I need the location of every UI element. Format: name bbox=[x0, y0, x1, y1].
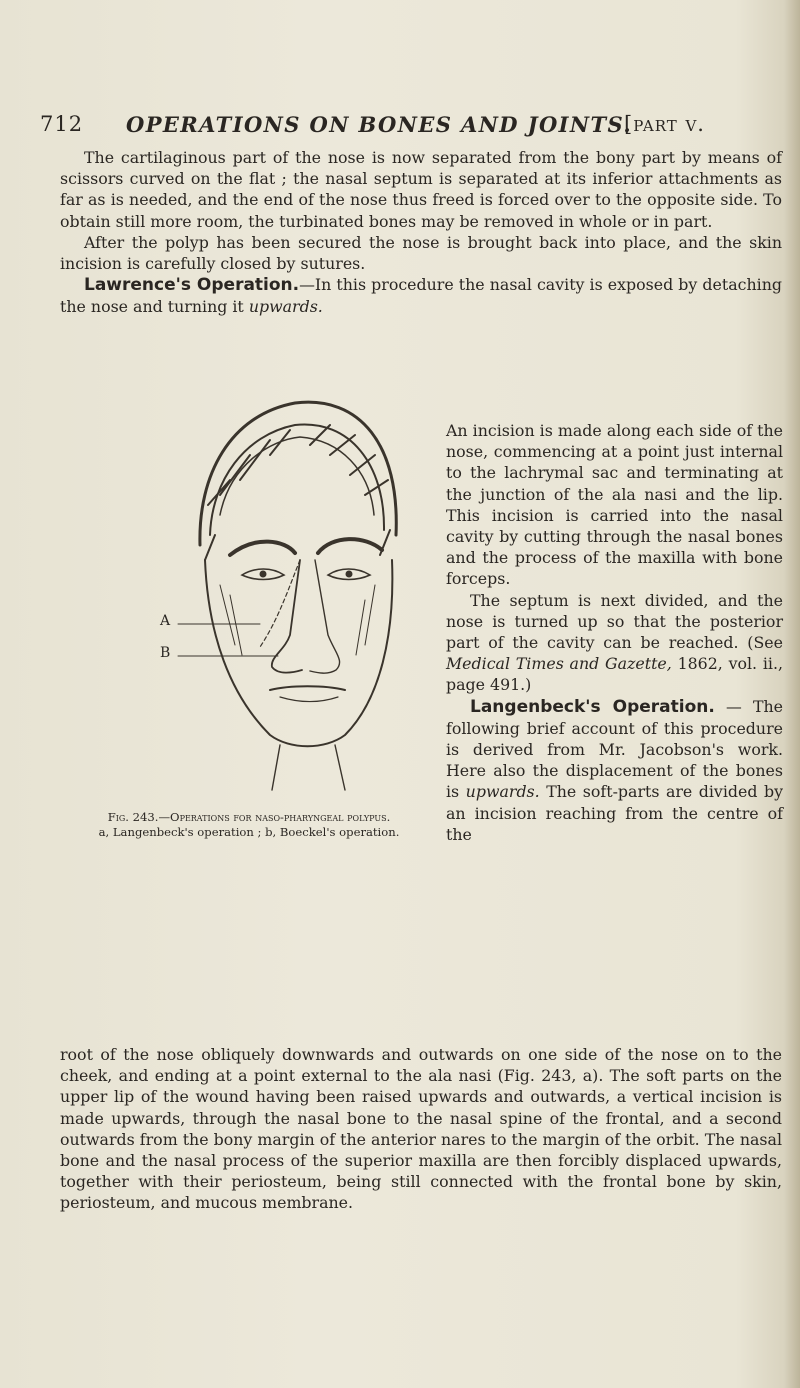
paragraph-5 bbox=[446, 696, 783, 845]
langenbeck-heading: Langenbeck's Operation. bbox=[470, 696, 715, 717]
figure-label-a: A bbox=[160, 613, 171, 629]
journal-citation: Medical Times and Gazette, bbox=[446, 654, 672, 674]
right-column bbox=[446, 420, 783, 845]
figure-243 bbox=[160, 385, 420, 795]
paragraph-1: The cartilaginous part of the nose is now separated from the bony part by means of scissors curved on the flat ; the nasal septum is separated at its inferior attachments as far as is needed, and the end of the nose thus freed is forced over to the opposite side. To obtain still more room, the turbinated bones may be removed in whole or in part. bbox=[60, 148, 782, 231]
citation-detail: 1862, vol. ii., page 491.) bbox=[446, 654, 783, 695]
langenbeck-emphasis: upwards. bbox=[465, 782, 540, 802]
figure-label-b: B bbox=[160, 645, 171, 661]
paragraph-5-continued: root of the nose obliquely downwards and outwards on one side of the nose on to the cheek, and ending at a point external to the ala nasi (Fig. 243, a). The soft parts on the upper lip of the wound having been raised upwards and outwards, a vertical incision is made upwards, through the nasal bone to the nasal spine of the frontal, and a second outwards from the bony margin of the anterior nares to the margin of the orbit. The nasal bone and the nasal process of the superior maxilla are then forcibly displaced upwards, together with their periosteum, being still connected with the frontal bone by skin, periosteum, and mucous membrane. bbox=[60, 1045, 782, 1213]
lawrence-emphasis: upwards. bbox=[248, 297, 323, 317]
paragraph-4 bbox=[446, 590, 783, 696]
top-text-block bbox=[60, 147, 782, 318]
lawrence-heading: Lawrence's Operation. bbox=[84, 275, 300, 296]
caption-legend: a, Langenbeck's operation ; b, Boeckel's operation. bbox=[98, 825, 400, 839]
page-number: 712 bbox=[40, 112, 84, 136]
paragraph-3-start bbox=[60, 274, 782, 317]
figure-caption bbox=[70, 810, 428, 840]
paragraph-2: After the polyp has been secured the nose is brought back into place, and the skin incision is carefully closed by sutures. bbox=[60, 232, 782, 274]
langenbeck-text-2: The soft-parts are divided by an incision reaching from the centre of the bbox=[446, 782, 784, 844]
face-illustration bbox=[160, 385, 420, 795]
running-header bbox=[40, 112, 780, 138]
caption-title: Fig. 243.—Operations for naso-pharyngeal polypus. bbox=[107, 810, 391, 824]
septum-text: The septum is next divided, and the nose is turned up so that the posterior part of the cavity can be reached. (See bbox=[446, 590, 783, 653]
bottom-text-block bbox=[60, 1044, 782, 1214]
langenbeck-text: — The following brief account of this procedure is derived from Mr. Jacobson's work. Here also the displacement of the bones is bbox=[446, 696, 783, 802]
part-marker: [part v. bbox=[624, 112, 705, 136]
paragraph-3-rest: An incision is made along each side of the nose, commencing at a point just internal to the lachrymal sac and terminating at the junction of the ala nasi and the lip. This incision is carried into the nasal cavity by cutting through the nasal bones and the process of the maxilla with bone forceps. bbox=[446, 421, 783, 589]
running-title: OPERATIONS ON BONES AND JOINTS. bbox=[126, 112, 633, 137]
lawrence-intro: —In this procedure the nasal cavity is exposed by detaching the nose and turning it bbox=[60, 275, 782, 317]
